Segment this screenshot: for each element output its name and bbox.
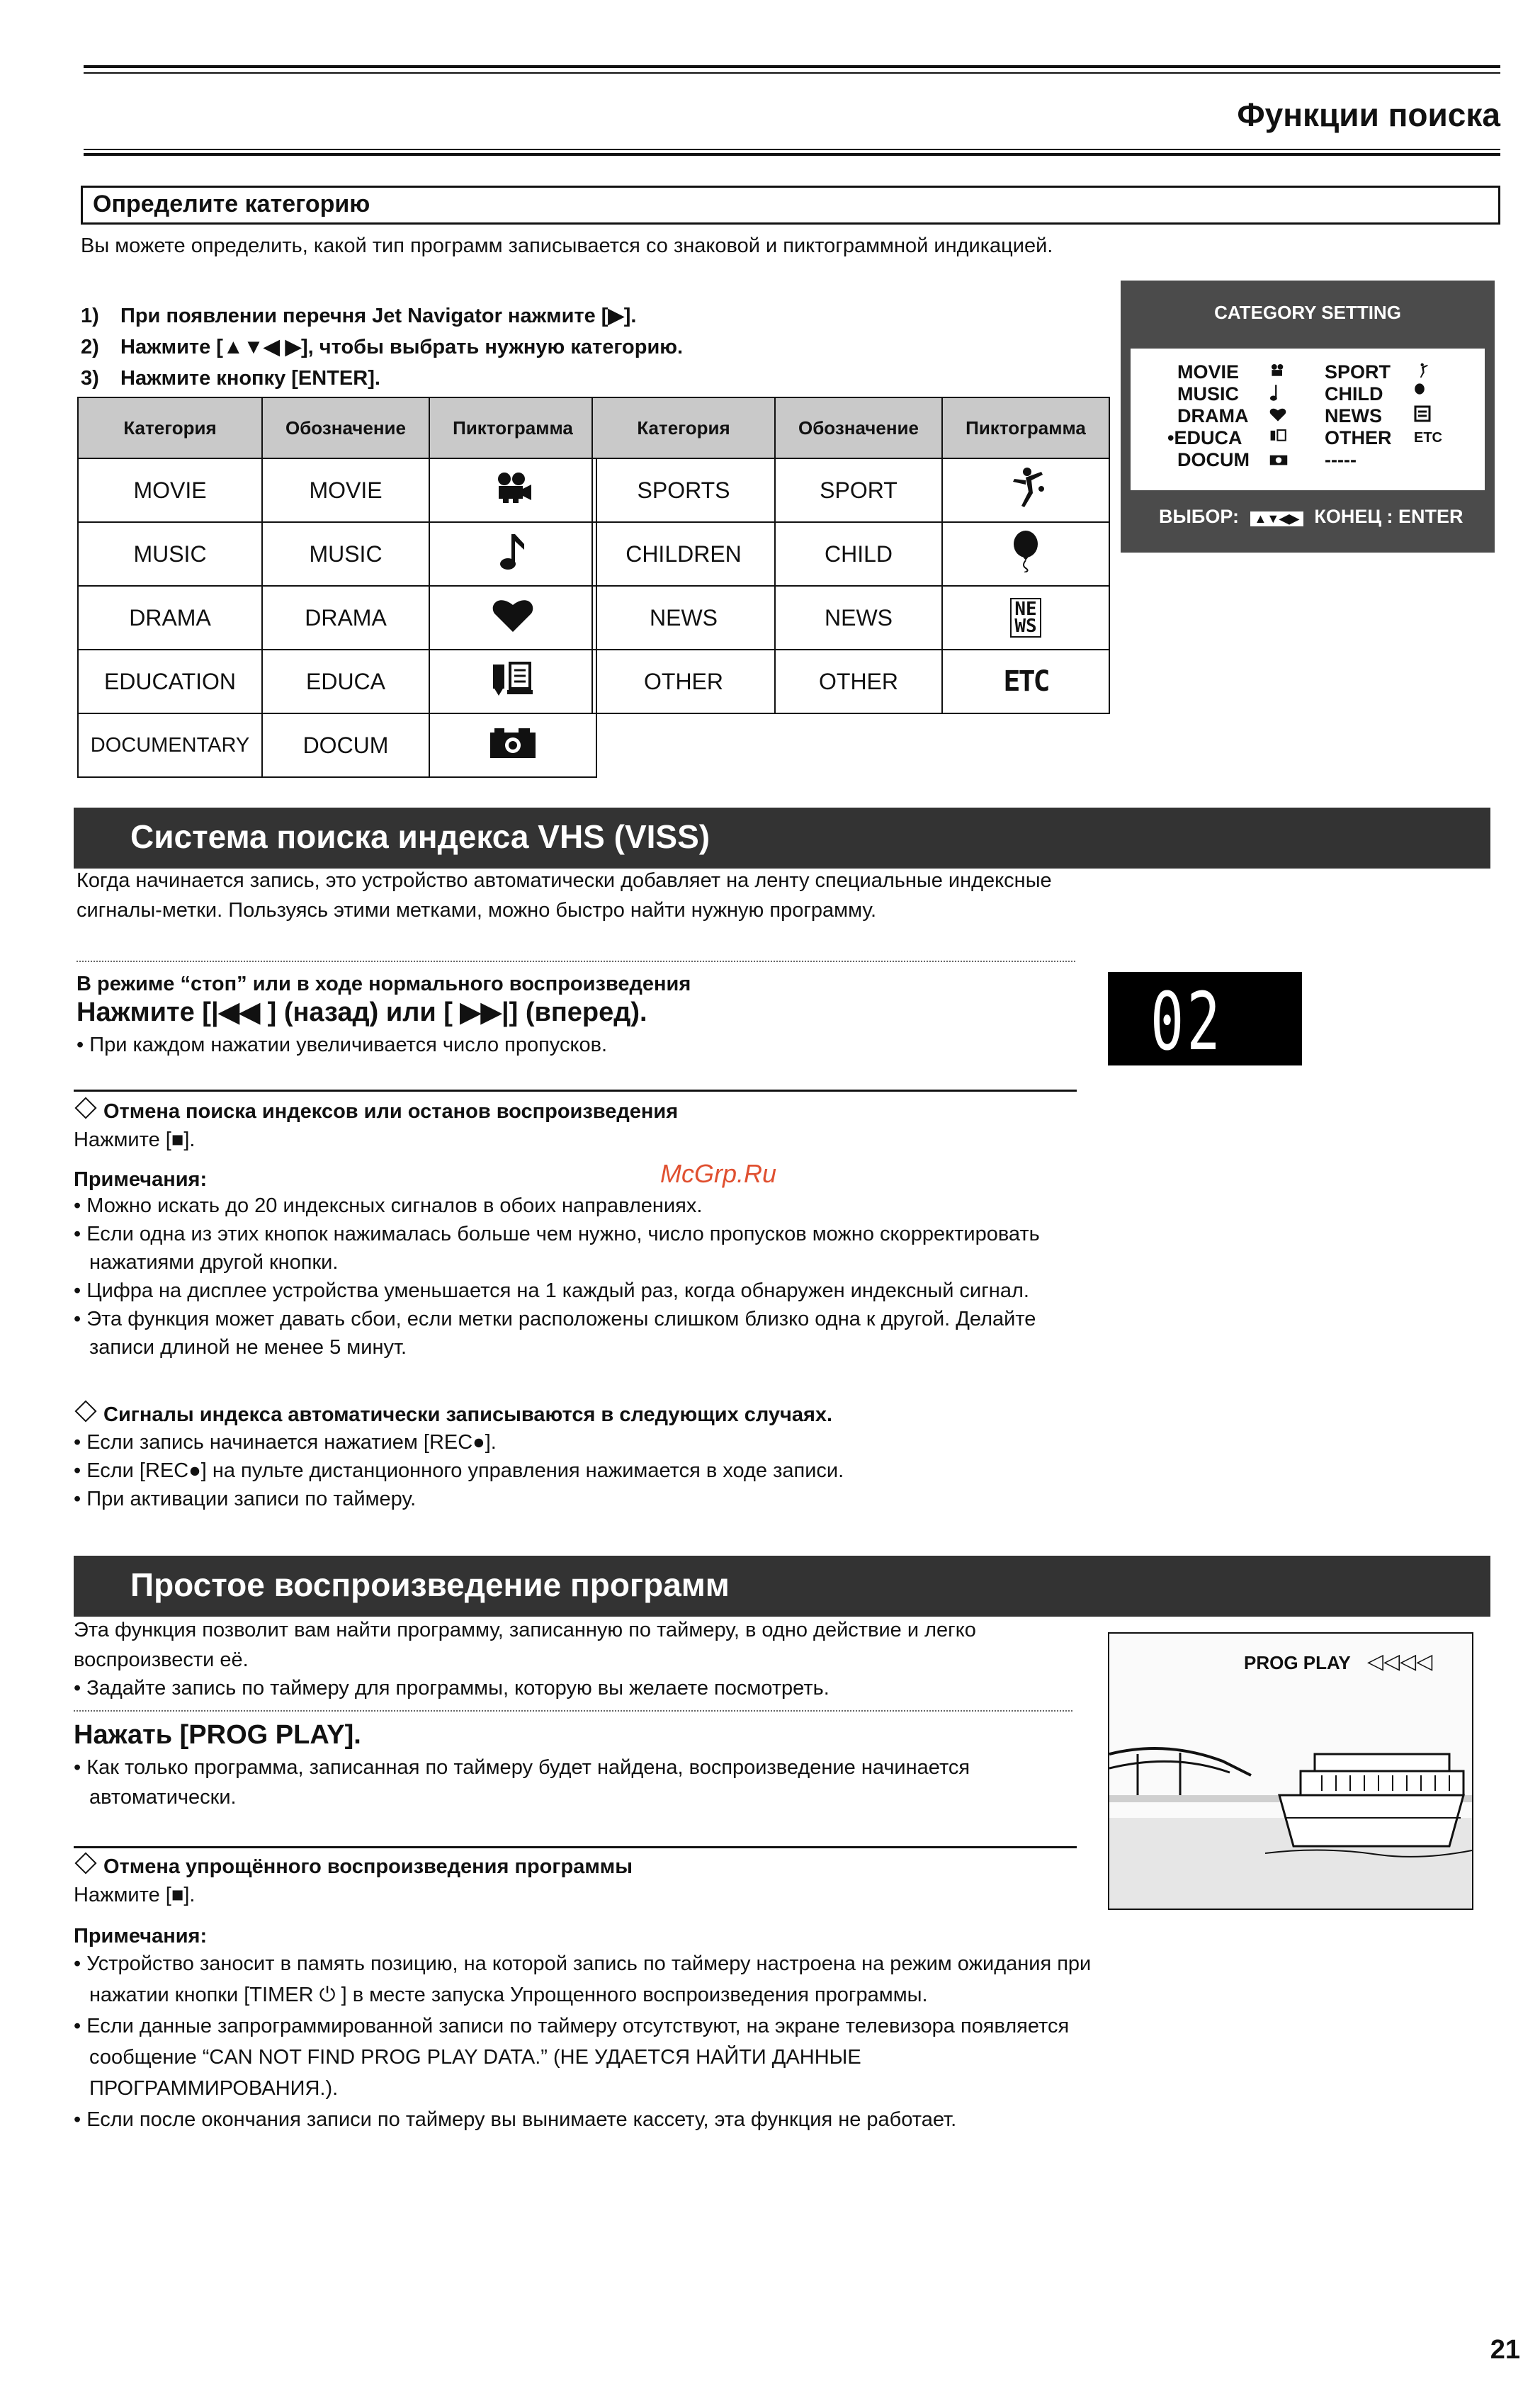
- cell-label: SPORT: [775, 458, 942, 522]
- category-table-left: [77, 397, 597, 778]
- prog-notes-title: Примечания:: [74, 1925, 208, 1947]
- table-row: [78, 522, 596, 586]
- table-header-row: [78, 397, 596, 458]
- diamond-icon: [74, 1852, 96, 1874]
- osd-item: MUSIC: [1177, 383, 1239, 405]
- cell-category: MUSIC: [78, 522, 262, 586]
- viss-notes-list: [74, 1192, 1094, 1362]
- cell-category: EDUCATION: [78, 650, 262, 713]
- arrow-keys-icon: ▲▼◀▶: [1250, 511, 1303, 526]
- osd-list: [1131, 349, 1485, 490]
- prog-found: • Как только программа, записанная по таймеру будет найдена, воспроизведение начинается автоматически.: [74, 1756, 970, 1809]
- cell-label: MUSIC: [262, 522, 429, 586]
- col-icon: Пиктограмма: [429, 397, 596, 458]
- diamond-icon: [74, 1097, 96, 1119]
- osd-item: DRAMA: [1177, 405, 1249, 426]
- cell-label: DOCUM: [262, 713, 429, 777]
- section-rule: [74, 1090, 1077, 1092]
- news-icon: [1414, 405, 1442, 427]
- osd-item: DOCUM: [1177, 449, 1250, 470]
- prog-notes-list: [74, 1948, 1094, 2135]
- balloon-icon: [1414, 383, 1442, 405]
- prog-bullet: • Задайте запись по таймеру для программы, которую вы желаете посмотреть.: [74, 1677, 830, 1700]
- rewind-indicator: ◁◁◁◁: [1367, 1650, 1433, 1673]
- cell-category: OTHER: [592, 650, 775, 713]
- harbor-ship-illustration: [1109, 1634, 1472, 1909]
- viss-banner: [74, 808, 1490, 869]
- cell-category: MOVIE: [78, 458, 262, 522]
- prog-press: Нажать [PROG PLAY].: [74, 1720, 361, 1750]
- osd-right-icons: [1414, 361, 1442, 449]
- category-steps: [81, 300, 1072, 394]
- osd-item: SPORT: [1325, 361, 1391, 383]
- viss-notes-title: Примечания:: [74, 1168, 208, 1191]
- list-item: • Цифра на дисплее устройства уменьшается на 1 каждый раз, когда обнаружен индексный сигнал.: [74, 1279, 1029, 1302]
- table-row: [592, 458, 1109, 522]
- category-heading: Определите категорию: [93, 191, 370, 217]
- col-label: Обозначение: [775, 397, 942, 458]
- col-category: Категория: [78, 397, 262, 458]
- osd-footer-select: ВЫБОР:: [1159, 506, 1239, 527]
- cell-category: DOCUMENTARY: [78, 713, 262, 777]
- separator: [74, 1710, 1072, 1712]
- osd-item: OTHER: [1325, 427, 1392, 448]
- table-header-row: [592, 397, 1109, 458]
- prog-intro: Эта функция позволит вам найти программу, записанную по таймеру, в одно действие и легко воспроизвести её.: [74, 1619, 976, 1671]
- page-title: Функции поиска: [1237, 96, 1500, 133]
- header-rule-top: [84, 65, 1500, 68]
- viss-auto-title: Сигналы индекса автоматически записываются в следующих случаях.: [74, 1400, 832, 1430]
- heart-icon: [429, 586, 596, 650]
- osd-right-column: [1325, 361, 1392, 471]
- kicker-icon: [942, 458, 1109, 522]
- press-text: ] (вперед).: [509, 997, 647, 1027]
- list-item: • При активации записи по таймеру.: [74, 1488, 417, 1510]
- viss-skip-note: • При каждом нажатии увеличивается число пропусков.: [77, 1034, 608, 1056]
- list-item: • Если данные запрограммированной записи по таймеру отсутствуют, на экране телевизора появляется сообщение “CAN NOT FIND PROG PLAY DATA.” (НЕ УДАЕТСЯ НАЙТИ ДАННЫЕ ПРОГРАММИРОВАНИЯ.).: [74, 2015, 1070, 2100]
- category-setting-screen: [1121, 281, 1495, 553]
- prog-cancel-title: Отмена упрощённого воспроизведения программы: [74, 1852, 633, 1882]
- table-row: [78, 713, 596, 777]
- osd-dashes: -----: [1325, 449, 1357, 470]
- table-row: [78, 650, 596, 713]
- col-icon: Пиктограмма: [942, 397, 1109, 458]
- skip-back-icon: |◀◀: [210, 997, 261, 1027]
- viss-cancel-title: Отмена поиска индексов или останов воспроизведения: [74, 1097, 678, 1126]
- osd-footer-end: КОНЕЦ : ENTER: [1314, 506, 1463, 527]
- list-item: • Если одна из этих кнопок нажималась больше чем нужно, число пропусков можно скорректировать нажатиями другой кнопки.: [74, 1223, 1040, 1274]
- page-number: 21: [1490, 2335, 1520, 2365]
- music-note-icon: [1269, 383, 1288, 405]
- osd-left-column: [1167, 361, 1250, 471]
- counter-display: [1108, 972, 1302, 1068]
- kicker-icon: [1414, 361, 1442, 383]
- list-item: • Можно искать до 20 индексных сигналов в обоих направлениях.: [74, 1194, 703, 1217]
- step-1: 1) При появлении перечня Jet Navigator нажмите [▶].: [81, 305, 637, 327]
- viss-auto-list: [74, 1428, 1094, 1513]
- news-glyph: NE WS: [1010, 598, 1041, 638]
- cell-category: SPORTS: [592, 458, 775, 522]
- cell-category: CHILDREN: [592, 522, 775, 586]
- table-row: [78, 586, 596, 650]
- book-icon: [429, 650, 596, 713]
- osd-item-selected: •EDUCA: [1167, 427, 1242, 448]
- press-text: ] (назад) или [: [260, 997, 460, 1027]
- list-item: • Если после окончания записи по таймеру вы вынимаете кассету, эта функция не работает.: [74, 2108, 957, 2131]
- book-icon: [1269, 427, 1288, 449]
- table-row: [592, 522, 1109, 586]
- col-label: Обозначение: [262, 397, 429, 458]
- photo-camera-icon: [1269, 449, 1288, 471]
- prog-title: Простое воспроизведение программ: [130, 1566, 730, 1603]
- prog-play-screen: [1108, 1632, 1473, 1910]
- press-text: Нажмите [: [77, 997, 211, 1027]
- cell-label: OTHER: [775, 650, 942, 713]
- list-item: • Если запись начинается нажатием [REC●].: [74, 1431, 497, 1454]
- news-icon: [942, 586, 1109, 650]
- cell-label: MOVIE: [262, 458, 429, 522]
- list-item: • Если [REC●] на пульте дистанционного управления нажимается в ходе записи.: [74, 1459, 844, 1482]
- cell-label: EDUCA: [262, 650, 429, 713]
- category-intro: Вы можете определить, какой тип программ записывается со знаковой и пиктограммной индикацией.: [81, 234, 1053, 257]
- movie-camera-icon: [429, 458, 596, 522]
- list-item: • Эта функция может давать сбои, если метки расположены слишком близко одна к другой. Делайте записи длиной не менее 5 минут.: [74, 1308, 1036, 1359]
- balloon-icon: [942, 522, 1109, 586]
- prog-play-label: PROG PLAY: [1244, 1652, 1351, 1673]
- viss-mode: В режиме “стоп” или в ходе нормального воспроизведения: [77, 973, 691, 995]
- viss-press: [77, 996, 647, 1028]
- col-category: Категория: [592, 397, 775, 458]
- header-rule-bottom-thin: [84, 149, 1500, 150]
- display-digits: 02: [1150, 976, 1223, 1068]
- cell-category: NEWS: [592, 586, 775, 650]
- table-row: [592, 586, 1109, 650]
- step-2: 2) Нажмите [▲▼◀ ▶], чтобы выбрать нужную категорию.: [81, 336, 684, 358]
- separator: [77, 961, 1075, 962]
- osd-item: CHILD: [1325, 383, 1383, 405]
- movie-camera-icon: [1269, 361, 1288, 383]
- osd-item: NEWS: [1325, 405, 1382, 426]
- osd-title: CATEGORY SETTING: [1214, 302, 1401, 323]
- etc-glyph: ETC: [1003, 665, 1048, 698]
- viss-title: Система поиска индекса VHS (VISS): [130, 818, 710, 855]
- prog-cancel-text: Нажмите [■].: [74, 1884, 196, 1906]
- skip-forward-icon: ▶▶|: [460, 997, 509, 1027]
- table-row: [78, 458, 596, 522]
- viss-intro: Когда начинается запись, это устройство автоматически добавляет на ленту специальные индексные сигналы-метки. Пользуясь этими метками, можно быстро найти нужную программу.: [77, 869, 1052, 922]
- header-rule-top-thin: [84, 72, 1500, 74]
- cell-category: DRAMA: [78, 586, 262, 650]
- category-heading-box: [81, 186, 1500, 225]
- watermark: McGrp.Ru: [660, 1159, 777, 1188]
- table-row: [592, 650, 1109, 713]
- section-rule: [74, 1846, 1077, 1848]
- diamond-icon: [74, 1400, 96, 1422]
- heart-icon: [1269, 405, 1288, 427]
- music-note-icon: [429, 522, 596, 586]
- osd-footer: [1159, 506, 1463, 528]
- list-item: • Устройство заносит в память позицию, на которой запись по таймеру настроена на режим ожидания при нажатии кнопки [TIMER ⏻ ] в месте запуска Упрощенного воспроизведения программы.: [74, 1952, 1092, 2006]
- step-3: 3) Нажмите кнопку [ENTER].: [81, 367, 380, 390]
- header-rule-bottom: [84, 153, 1500, 156]
- osd-item: MOVIE: [1177, 361, 1240, 383]
- cell-label: DRAMA: [262, 586, 429, 650]
- category-table-right: [591, 397, 1110, 714]
- cell-label: NEWS: [775, 586, 942, 650]
- viss-cancel-text: Нажмите [■].: [74, 1129, 196, 1151]
- osd-left-icons: [1269, 361, 1288, 471]
- etc-icon: [942, 650, 1109, 713]
- cell-label: CHILD: [775, 522, 942, 586]
- prog-banner: [74, 1556, 1490, 1617]
- etc-icon: ETC: [1414, 430, 1442, 446]
- photo-camera-icon: [429, 713, 596, 777]
